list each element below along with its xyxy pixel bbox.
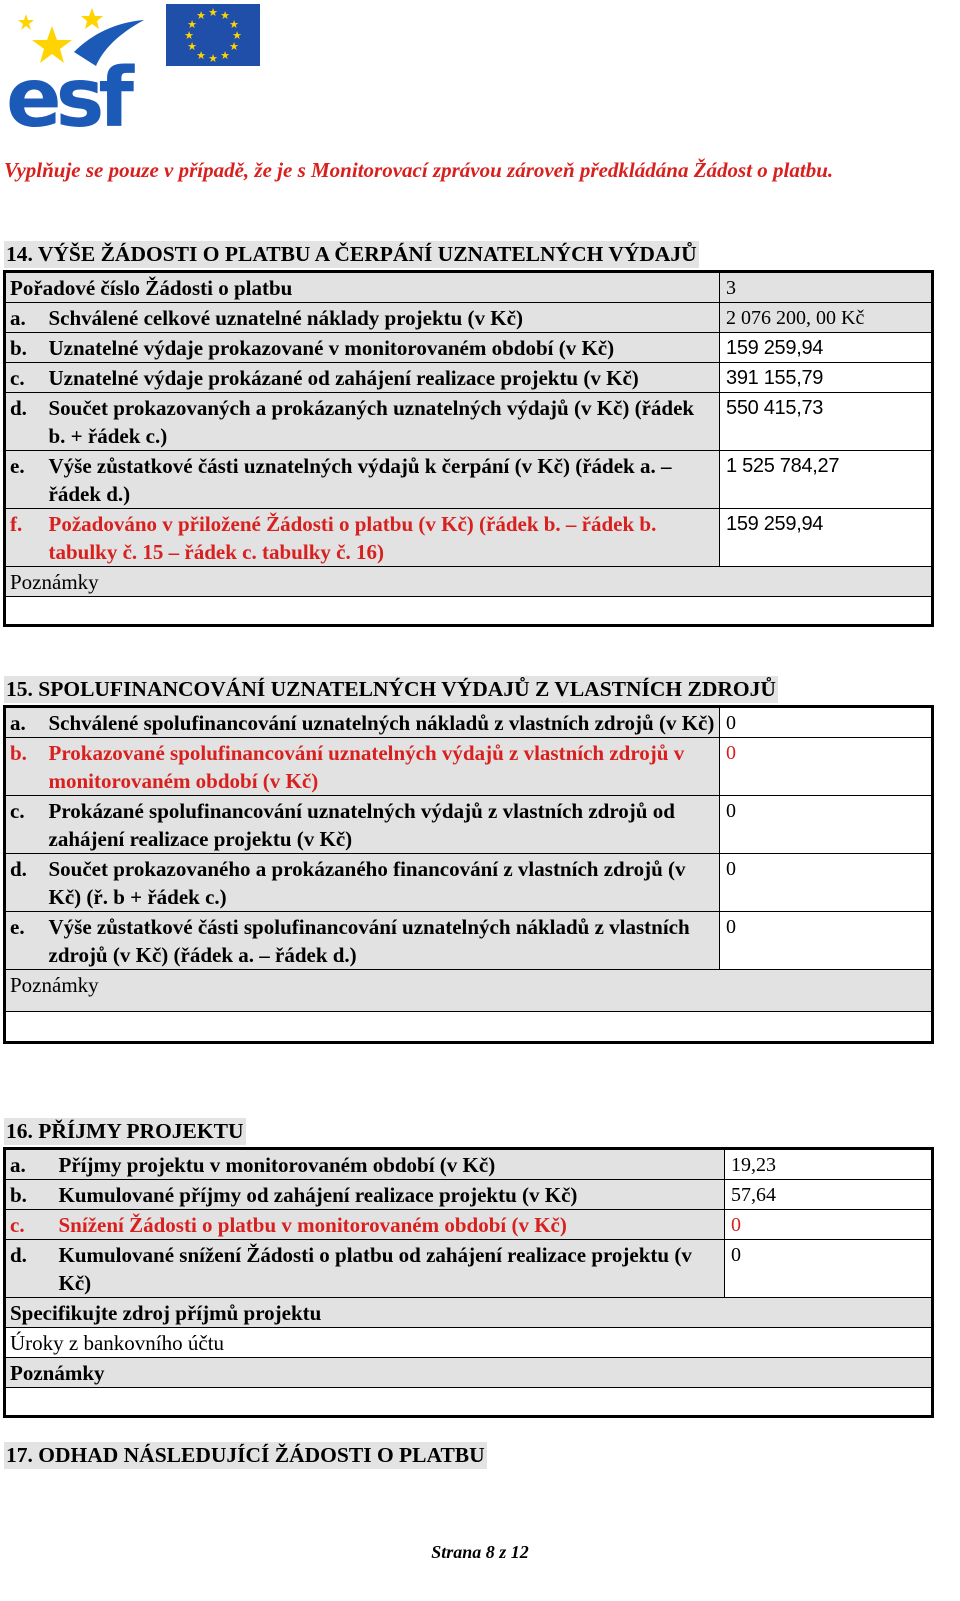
s15-notes-value-row	[5, 1012, 933, 1043]
row-letter: f.	[5, 509, 45, 567]
esf-wordmark: esf	[6, 51, 129, 130]
row-value: 0	[720, 738, 933, 796]
row-value: 159 259,94	[720, 509, 933, 567]
s15-row-c	[5, 796, 933, 854]
row-letter: d.	[5, 393, 45, 451]
row-label: Schválené celkové uznatelné náklady projektu (v Kč)	[45, 303, 720, 333]
row-label: Prokazované spolufinancování uznatelných výdajů z vlastních zdrojů v monitorovaném období (v Kč)	[45, 738, 720, 796]
row-label: Výše zůstatkové části uznatelných výdajů k čerpání (v Kč) (řádek a. – řádek d.)	[45, 451, 720, 509]
row-label: Kumulované snížení Žádosti o platbu od zahájení realizace projektu (v Kč)	[55, 1240, 725, 1298]
s14-row-d	[5, 393, 933, 451]
svg-text:★: ★	[187, 40, 197, 53]
s15-notes-row	[5, 970, 933, 1012]
row-value: 2 076 200, 00 Kč	[720, 303, 933, 333]
row-value: 1 525 784,27	[720, 451, 933, 509]
row-value: 0	[720, 912, 933, 970]
section-15-table	[3, 705, 934, 1044]
row-letter: c.	[5, 363, 45, 393]
s16-row-b	[5, 1180, 933, 1210]
s16-source-row	[5, 1298, 933, 1328]
row-value: 0	[725, 1240, 933, 1298]
row-label: Prokázané spolufinancování uznatelných výdajů z vlastních zdrojů od zahájení realizace projektu (v Kč)	[45, 796, 720, 854]
source-value[interactable]: Úroky z bankovního účtu	[5, 1328, 933, 1358]
svg-text:★: ★	[229, 40, 239, 53]
row-letter: a.	[5, 303, 45, 333]
svg-text:★: ★	[220, 49, 230, 62]
section-14-table	[3, 270, 934, 627]
s16-source-value-row	[5, 1328, 933, 1358]
row-value: 0	[720, 854, 933, 912]
s14-row-f	[5, 509, 933, 567]
order-value: 3	[720, 272, 933, 303]
row-label: Uznatelné výdaje prokazované v monitorovaném období (v Kč)	[45, 333, 720, 363]
esf-logo	[4, 2, 266, 130]
order-label: Pořadové číslo Žádosti o platbu	[5, 272, 720, 303]
row-value: 391 155,79	[720, 363, 933, 393]
s16-row-a	[5, 1149, 933, 1180]
row-label: Požadováno v přiložené Žádosti o platbu (v Kč) (řádek b. – řádek b. tabulky č. 15 – řádek c. tabulky č. 16)	[45, 509, 720, 567]
svg-text:★: ★	[196, 9, 206, 22]
s16-row-d	[5, 1240, 933, 1298]
row-value: 159 259,94	[720, 333, 933, 363]
notes-field[interactable]	[5, 597, 933, 626]
s14-notes-value-row	[5, 597, 933, 626]
s15-row-b	[5, 738, 933, 796]
svg-text:★: ★	[220, 9, 230, 22]
page-footer: Strana 8 z 12	[431, 1542, 529, 1562]
row-letter: d.	[5, 854, 45, 912]
notes-label: Poznámky	[5, 1358, 933, 1388]
row-letter: e.	[5, 451, 45, 509]
instruction-note: Vyplňuje se pouze v případě, že je s Monitorovací zprávou zároveň předkládána Žádost o platbu.	[4, 158, 834, 182]
notes-label: Poznámky	[5, 970, 933, 1012]
svg-text:★: ★	[196, 49, 206, 62]
row-value: 550 415,73	[720, 393, 933, 451]
notes-field[interactable]	[5, 1012, 933, 1043]
s15-row-d	[5, 854, 933, 912]
s14-row-c	[5, 363, 933, 393]
svg-text:★: ★	[208, 6, 218, 19]
row-label: Kumulované příjmy od zahájení realizace projektu (v Kč)	[55, 1180, 725, 1210]
svg-text:★: ★	[208, 52, 218, 65]
s14-row-a	[5, 303, 933, 333]
source-label: Specifikujte zdroj příjmů projektu	[5, 1298, 933, 1328]
svg-text:★: ★	[229, 18, 239, 31]
row-value: 0	[720, 796, 933, 854]
notes-label: Poznámky	[5, 567, 933, 597]
svg-text:★: ★	[184, 29, 194, 42]
row-value: 0	[725, 1210, 933, 1240]
order-row	[5, 272, 933, 303]
row-value: 57,64	[725, 1180, 933, 1210]
row-letter: e.	[5, 912, 45, 970]
s16-row-c	[5, 1210, 933, 1240]
row-letter: b.	[5, 1180, 55, 1210]
s14-row-b	[5, 333, 933, 363]
svg-text:★: ★	[187, 18, 197, 31]
row-value: 0	[720, 707, 933, 738]
s16-notes-value-row	[5, 1388, 933, 1417]
row-label: Snížení Žádosti o platbu v monitorovaném období (v Kč)	[55, 1210, 725, 1240]
row-label: Součet prokazovaného a prokázaného financování z vlastních zdrojů (v Kč) (ř. b + řádek c.)	[45, 854, 720, 912]
row-label: Uznatelné výdaje prokázané od zahájení realizace projektu (v Kč)	[45, 363, 720, 393]
s16-notes-row	[5, 1358, 933, 1388]
s15-row-e	[5, 912, 933, 970]
s15-row-a	[5, 707, 933, 738]
row-letter: b.	[5, 738, 45, 796]
notes-field[interactable]	[5, 1388, 933, 1417]
section-14-title: 14. VÝŠE ŽÁDOSTI O PLATBU A ČERPÁNÍ UZNATELNÝCH VÝDAJŮ	[6, 242, 697, 266]
section-16-title: 16. PŘÍJMY PROJEKTU	[6, 1119, 244, 1143]
section-17-title: 17. ODHAD NÁSLEDUJÍCÍ ŽÁDOSTI O PLATBU	[6, 1443, 485, 1467]
row-letter: d.	[5, 1240, 55, 1298]
row-letter: a.	[5, 1149, 55, 1180]
s14-row-e	[5, 451, 933, 509]
row-label: Součet prokazovaných a prokázaných uznatelných výdajů (v Kč) (řádek b. + řádek c.)	[45, 393, 720, 451]
row-letter: c.	[5, 796, 45, 854]
section-16-table	[3, 1147, 934, 1418]
row-letter: b.	[5, 333, 45, 363]
row-label: Příjmy projektu v monitorovaném období (v Kč)	[55, 1149, 725, 1180]
section-15-title: 15. SPOLUFINANCOVÁNÍ UZNATELNÝCH VÝDAJŮ Z VLASTNÍCH ZDROJŮ	[6, 677, 776, 701]
svg-text:★: ★	[232, 29, 242, 42]
s14-notes-row	[5, 567, 933, 597]
row-label: Schválené spolufinancování uznatelných nákladů z vlastních zdrojů (v Kč)	[45, 707, 720, 738]
row-value: 19,23	[725, 1149, 933, 1180]
row-letter: a.	[5, 707, 45, 738]
row-letter: c.	[5, 1210, 55, 1240]
row-label: Výše zůstatkové části spolufinancování uznatelných nákladů z vlastních zdrojů (v Kč) (řádek a. – řádek d.)	[45, 912, 720, 970]
